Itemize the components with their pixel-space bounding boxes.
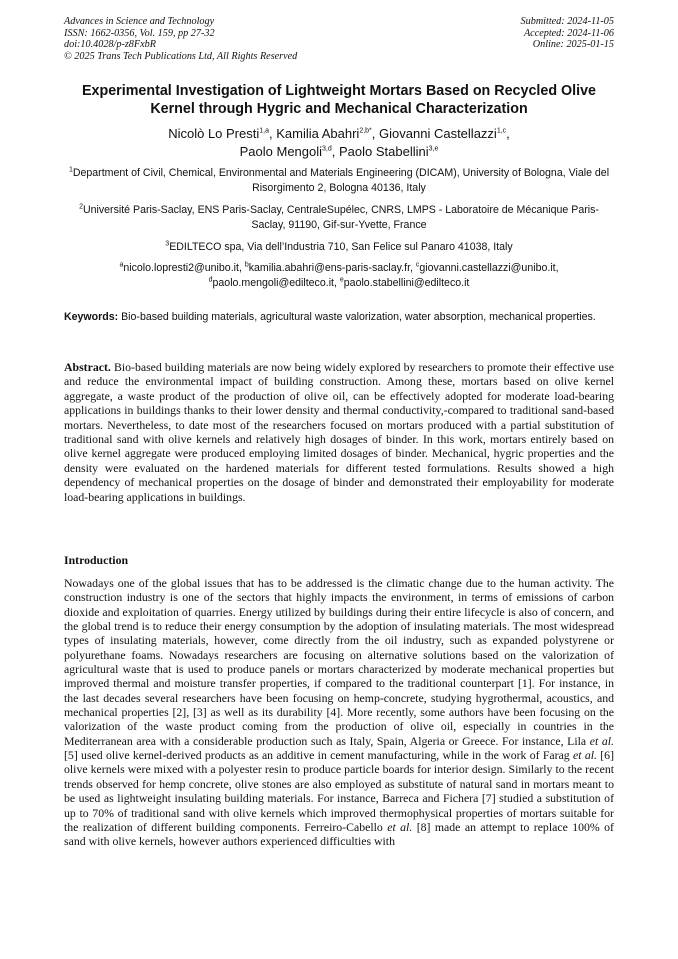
author: Paolo Mengoli$^{3,d}$, — [239, 144, 339, 159]
email[interactable]: $^a$nicolo.lopresti2@unibo.it, — [119, 261, 245, 274]
journal-header — [64, 16, 614, 64]
paper-title: Experimental Investigation of Lightweight Mortars Based on Recycled Olive Kernel through Hygric and Mechanical Characterization — [81, 83, 596, 117]
header-right — [521, 16, 614, 51]
email[interactable]: $^b$kamilia.abahri@ens-paris-saclay.fr, — [244, 261, 416, 274]
introduction-text: Nowadays one of the global issues that has to be addressed is the climatic change due to the human activity. The construction industry is one of the sectors that highly impacts the environment, in terms of emissions of carbon dioxide and exploitation of quarries. Energy utilized by buildings during their entire lifecycle is also of concern, and the global trend is to reduce their energy consumption by the adoption of insulating materials. The most widespread types of insulating materials, however, come directly from the oil industry, such as expanded polystyrene or polyurethane foams. Nowadays researchers are focusing on alternative solutions based on the valorization of agricultural waste that is used to produce panels or mortars characterized by moderate mechanical properties but improved thermal and moisture transfer properties, if compared to the traditional counterpart [1]. For instance, in the last decades several researchers have been focusing on hemp-concrete, studying hygrothermal, acoustics, and mechanical properties [2], [3] as well as its durability [4]. More recently, some authors have been focusing on the valorization of the waste product coming from the production of olive oil, especially in countries in the Mediterranean area with a considerable production such as Italy, Spain, Algeria or Greece. For instance, Lila et al. [5] used olive kernel-derived products as an additive in cement manufacturing, while in the work of Farag et al. [6] olive kernels were mixed with a polyester resin to produce particle boards for interior design. Similarly to the recent trends observed for hemp concrete, olive stones are also employed as substitute of natural sand in mortars meant to be used as lightweight insulating building materials. For instance, Barreca and Fichera [7] studied a substitution of up to 70% of traditional sand with olive kernels which improved thermophysical properties of mortars suitable for the realization of different building components. Ferreiro-Cabello et al. [8] made an attempt to replace 100% of sand with olive kernels, however authors experienced difficulties with — [64, 576, 615, 849]
author-list — [64, 125, 614, 161]
header-left — [64, 16, 297, 62]
issn: ISSN: 1662-0356, Vol. 159, pp 27-32 — [64, 27, 215, 39]
author: Paolo Stabellini$^{3,e}$ — [339, 144, 439, 159]
doi: doi:10.4028/p-z8FxbR — [64, 39, 156, 50]
author: Nicolò Lo Presti$^{1,a}$, — [168, 126, 277, 141]
email[interactable]: $^c$giovanni.castellazzi@unibo.it, — [415, 261, 559, 274]
abstract-label: Abstract. — [64, 360, 111, 374]
submitted-date: Submitted: 2024-11-05 — [520, 16, 614, 27]
affiliation-1: $^1$Department of Civil, Chemical, Environmental and Materials Engineering (DICAM), University of Bologna, Viale del Risorgimento 2, Bologna 40136, Italy — [68, 166, 610, 194]
affiliation-2: $^2$Université Paris-Saclay, ENS Paris-Saclay, CentraleSupélec, CNRS, LMPS - Laboratoire de Mécanique Paris-Saclay, 91190, Gif-sur-Yvette, France — [79, 203, 599, 231]
keywords — [64, 310, 614, 325]
journal-name: Advances in Science and Technology — [64, 16, 215, 27]
email-list — [64, 261, 614, 290]
email[interactable]: $^d$paolo.mengoli@edilteco.it, — [208, 275, 340, 289]
abstract-text: Bio-based building materials are now being widely explored by researchers to promote their effective use and reduce the environmental impact of building construction. Among these, mortars based on olive kernel aggregate, a waste product of the production of olive oil, can be effectively adopted for moderate load-bearing applications in buildings thanks to their lower density and thermal conductivity,-compared to traditional sand-based mortars. Nevertheless, to date most of the researchers focused on mortars produced with a partial substitution of traditional sand with olive kernels and relatively high dosages of binder. In this work, mortars entirely based on olive kernel aggregate were produced employing limited dosages of binder. Mechanical, hygric properties and the density were evaluated on the hardened materials for different tested formulations. Results showed a high dependency of mechanical properties on the dosage of binder and demonstrated their employability for moderate load-bearing applications in buildings. — [64, 360, 614, 504]
online-date: Online: 2025-01-15 — [532, 39, 614, 50]
keywords-text: Bio-based building materials, agricultural waste valorization, water absorption, mechanical properties. — [118, 311, 596, 323]
keywords-label: Keywords: — [64, 311, 119, 323]
email[interactable]: $^e$paolo.stabellini@edilteco.it — [339, 275, 470, 289]
author: Kamilia Abahri$^{2,b*}$, — [276, 126, 380, 141]
introduction-heading: Introduction — [64, 553, 129, 567]
copyright: © 2025 Trans Tech Publications Ltd, All Rights Reserved — [64, 50, 298, 62]
abstract — [64, 360, 614, 504]
author: Giovanni Castellazzi$^{1,c}$, — [379, 126, 510, 141]
affiliation-3: $^3$EDILTECO spa, Via dell’Industria 710, San Felice sul Panaro 41038, Italy — [165, 240, 513, 253]
accepted-date: Accepted: 2024-11-06 — [523, 27, 614, 39]
